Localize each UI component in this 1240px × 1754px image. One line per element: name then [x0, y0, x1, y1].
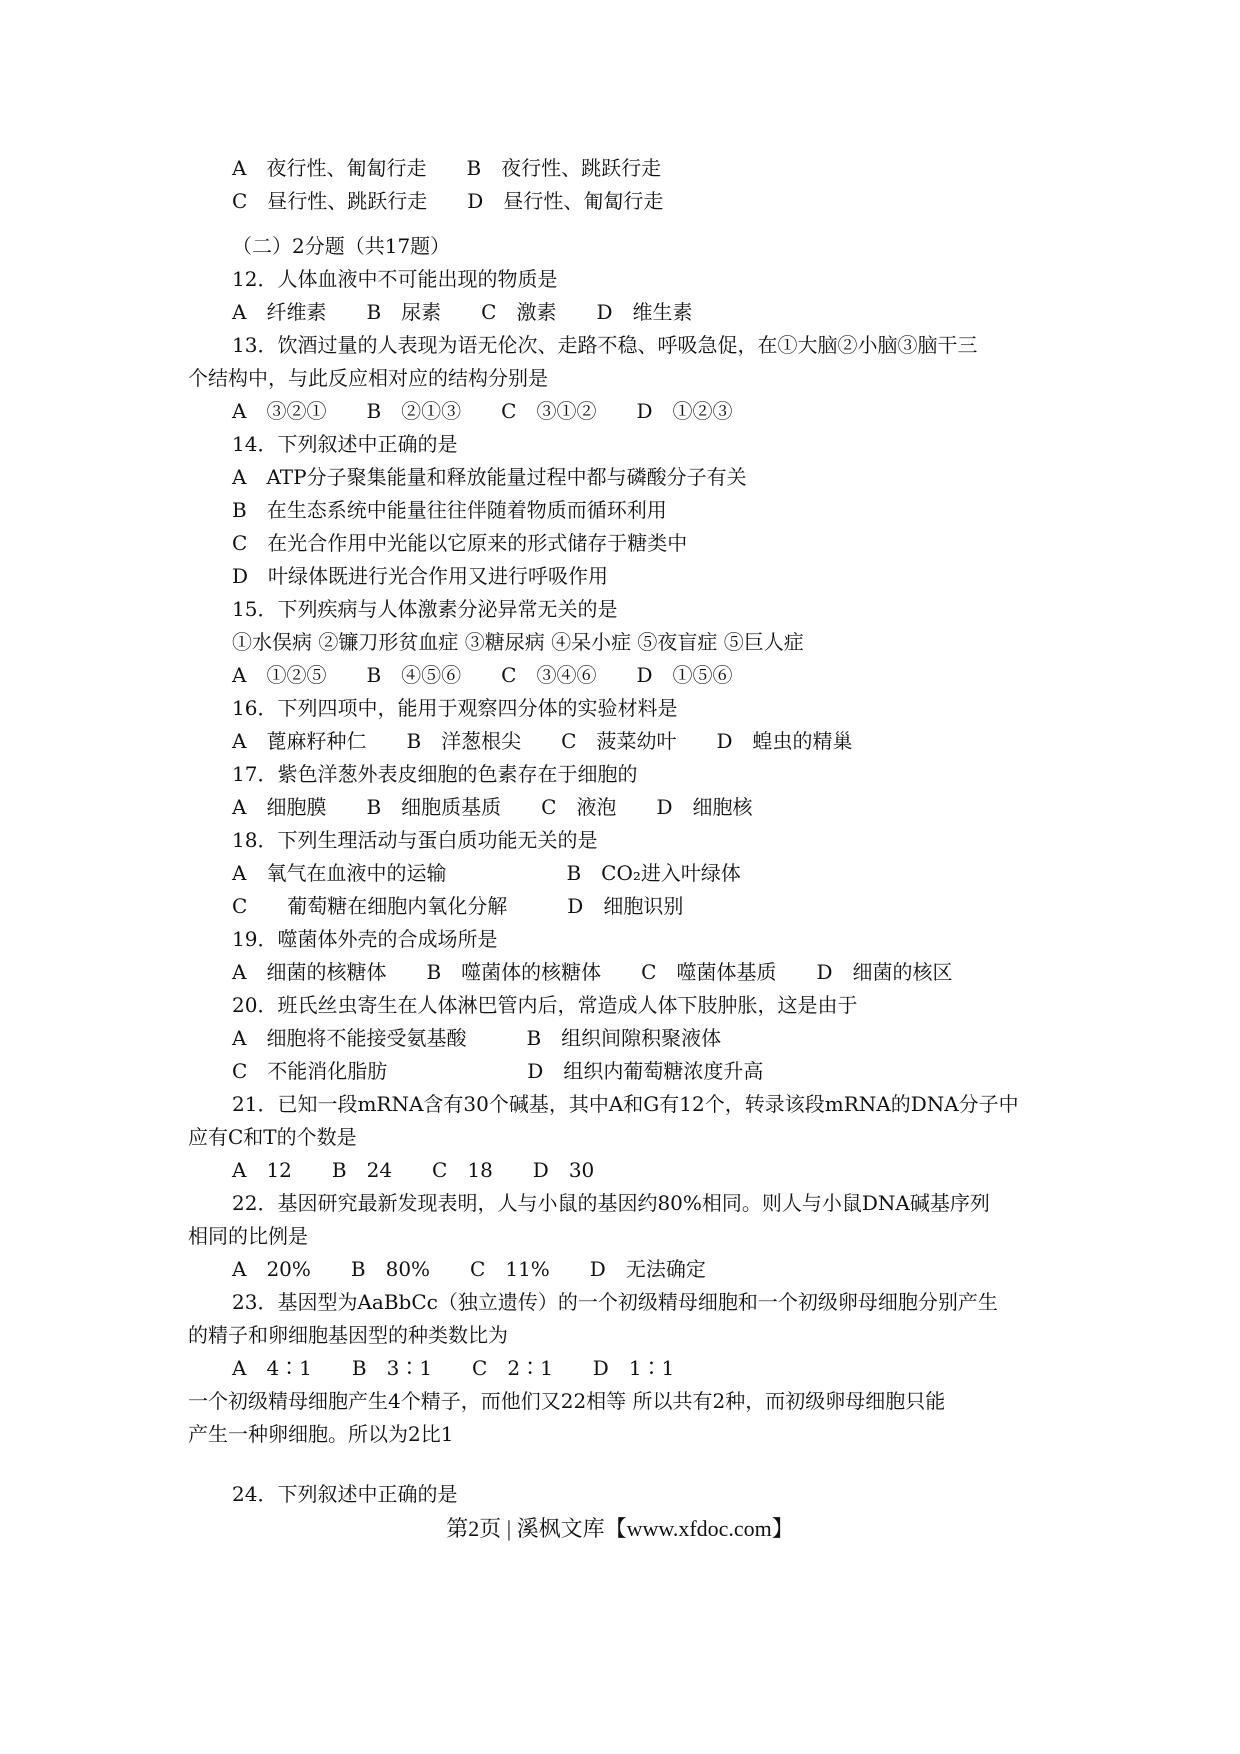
option-line: A 纤维素 B 尿素 C 激素 D 维生素	[232, 300, 693, 324]
option-line: A 氧气在血液中的运输 B CO₂进入叶绿体	[232, 861, 741, 885]
question-line: 15．下列疾病与人体激素分泌异常无关的是	[232, 597, 618, 621]
option-line: D 叶绿体既进行光合作用又进行呼吸作用	[232, 564, 609, 588]
explanation-line: 产生一种卵细胞。所以为2比1	[188, 1422, 454, 1446]
option-line: C 在光合作用中光能以它原来的形式储存于糖类中	[232, 531, 688, 555]
option-line: A ①②⑤ B ④⑤⑥ C ③④⑥ D ①⑤⑥	[232, 663, 733, 687]
option-line: A 12 B 24 C 18 D 30	[232, 1158, 595, 1182]
question-line: 21．已知一段mRNA含有30个碱基，其中A和G有12个，转录该段mRNA的DNA分子中	[232, 1092, 1019, 1116]
question-line: 18．下列生理活动与蛋白质功能无关的是	[232, 828, 598, 852]
question-line: 24．下列叙述中正确的是	[232, 1482, 458, 1506]
option-line: A 细菌的核糖体 B 噬菌体的核糖体 C 噬菌体基质 D 细菌的核区	[232, 960, 953, 984]
option-line: A ATP分子聚集能量和释放能量过程中都与磷酸分子有关	[232, 465, 747, 489]
question-line: 17．紫色洋葱外表皮细胞的色素存在于细胞的	[232, 762, 638, 786]
option-line: A 蓖麻籽种仁 B 洋葱根尖 C 菠菜幼叶 D 蝗虫的精巢	[232, 729, 853, 753]
option-line: A 夜行性、匍匐行走 B 夜行性、跳跃行走	[232, 156, 662, 180]
option-line: C 昼行性、跳跃行走 D 昼行性、匍匐行走	[232, 189, 664, 213]
explanation-line: 一个初级精母细胞产生4个精子，而他们又22相等 所以共有2种，而初级卵母细胞只能	[188, 1389, 946, 1413]
option-line: A 4∶1 B 3∶1 C 2∶1 D 1∶1	[232, 1356, 675, 1380]
question-line: 相同的比例是	[188, 1224, 308, 1248]
option-line: A 细胞将不能接受氨基酸 B 组织间隙积聚液体	[232, 1026, 722, 1050]
section-heading: （二）2分题（共17题）	[232, 234, 451, 258]
question-line: 个结构中，与此反应相对应的结构分别是	[188, 366, 548, 390]
option-line: A ③②① B ②①③ C ③①② D ①②③	[232, 399, 733, 423]
question-line: 应有C和T的个数是	[188, 1125, 357, 1149]
option-line: C 葡萄糖在细胞内氧化分解 D 细胞识别	[232, 894, 684, 918]
question-line: 16．下列四项中，能用于观察四分体的实验材料是	[232, 696, 678, 720]
question-line: 13．饮酒过量的人表现为语无伦次、走路不稳、呼吸急促，在①大脑②小脑③脑干三	[232, 333, 978, 357]
question-line: 14．下列叙述中正确的是	[232, 432, 458, 456]
option-line: A 细胞膜 B 细胞质基质 C 液泡 D 细胞核	[232, 795, 753, 819]
question-line: 22．基因研究最新发现表明，人与小鼠的基因约80%相同。则人与小鼠DNA碱基序列	[232, 1191, 990, 1215]
option-line: A 20% B 80% C 11% D 无法确定	[232, 1257, 706, 1281]
option-line: C 不能消化脂肪 D 组织内葡萄糖浓度升高	[232, 1059, 764, 1083]
question-line: ①水俣病 ②镰刀形贫血症 ③糖尿病 ④呆小症 ⑤夜盲症 ⑤巨人症	[232, 630, 804, 654]
question-line: 23．基因型为AaBbCc（独立遗传）的一个初级精母细胞和一个初级卵母细胞分别产生	[232, 1290, 998, 1314]
page-footer: 第2页 | 溪枫文库【www.xfdoc.com】	[446, 1516, 794, 1541]
option-line: B 在生态系统中能量往往伴随着物质而循环利用	[232, 498, 667, 522]
question-line: 的精子和卵细胞基因型的种类数比为	[188, 1323, 508, 1347]
question-line: 20．班氏丝虫寄生在人体淋巴管内后，常造成人体下肢肿胀，这是由于	[232, 993, 858, 1017]
question-line: 12．人体血液中不可能出现的物质是	[232, 267, 558, 291]
question-line: 19．噬菌体外壳的合成场所是	[232, 927, 498, 951]
